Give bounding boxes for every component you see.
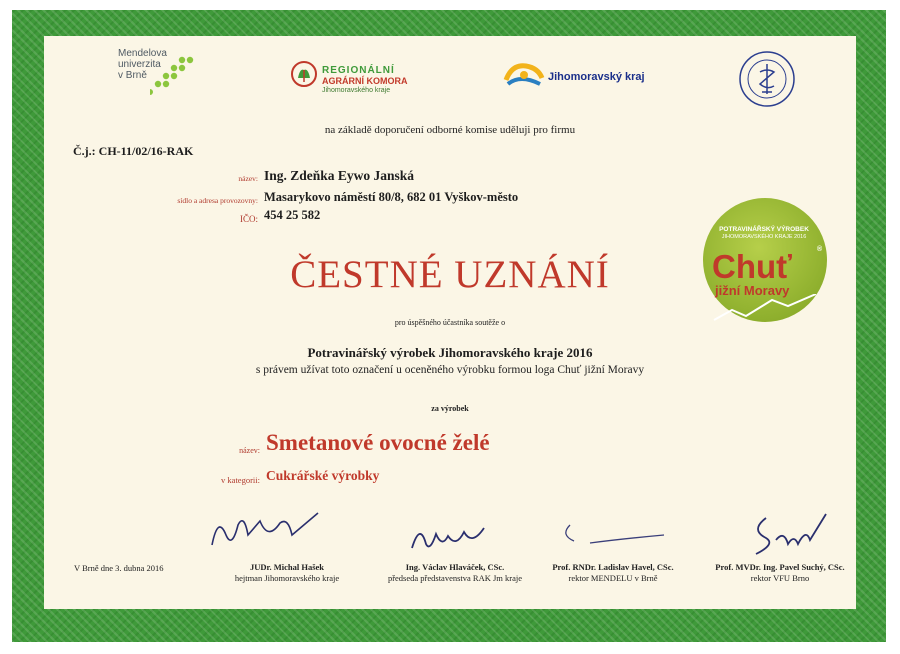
signatory-2 (375, 562, 535, 584)
product-name-label: název: (239, 446, 260, 455)
reference-number: Č.j.: CH-11/02/16-RAK (73, 144, 194, 158)
badge-swoosh-icon (712, 294, 822, 324)
competition-intro: pro úspěšného účastníka soutěže o (394, 318, 506, 327)
mendelu-line-3: v Brně (118, 70, 147, 81)
badge-main-text: Chuť (712, 248, 792, 285)
signatory-4-name: Prof. MVDr. Ing. Pavel Suchý, CSc. (715, 562, 845, 572)
signatory-4 (700, 562, 860, 584)
company-ico: 454 25 582 (264, 208, 321, 222)
product-name: Smetanové ovocné želé (266, 430, 490, 455)
rak-leaf-icon (290, 60, 318, 88)
signatory-3-role: rektor MENDELU v Brně (568, 573, 658, 583)
mendelu-line-1: Mendelova (118, 48, 167, 59)
badge-registered-mark: ® (817, 246, 823, 253)
signature-3-icon (560, 515, 670, 555)
badge-region-text: jižní Moravy (715, 283, 790, 298)
jm-kraj-label: Jihomoravský kraj (548, 71, 645, 83)
rak-region: Jihomoravského kraje (322, 87, 391, 94)
vfu-seal-icon (738, 50, 796, 108)
signature-1-icon (208, 505, 328, 555)
certificate-title: ČESTNÉ UZNÁNÍ (290, 253, 610, 296)
signatory-1-role: hejtman Jihomoravského kraje (234, 573, 340, 583)
mendelu-dots-icon (150, 56, 195, 96)
jm-kraj-logo-icon (502, 58, 546, 92)
product-intro: za výrobek (431, 404, 469, 413)
signature-4-icon (736, 510, 836, 560)
product-category-label: v kategorii: (221, 475, 260, 485)
signatory-2-role: předseda představenstva RAK Jm kraje (387, 573, 523, 583)
signatory-3-name: Prof. RNDr. Ladislav Havel, CSc. (552, 562, 674, 572)
badge-top-text: POTRAVINÁŘSKÝ VÝROBEK (719, 226, 809, 233)
signature-2-icon (408, 518, 488, 558)
company-name-label: název: (238, 174, 258, 183)
signatory-3 (538, 562, 688, 584)
competition-name: Potravinářský výrobek Jihomoravského kraje 2016 (307, 345, 593, 360)
signatory-1 (212, 562, 362, 584)
rak-title: REGIONÁLNÍ (322, 65, 395, 76)
intro-text: na základě doporučení odborné komise uděluji pro firmu (324, 124, 576, 136)
signatory-1-name: JUDr. Michal Hašek (249, 562, 325, 572)
mendelu-line-2: univerzita (118, 59, 161, 70)
company-address: Masarykovo náměstí 80/8, 682 01 Vyškov-město (264, 190, 519, 204)
signatory-4-role: rektor VFU Brno (750, 573, 810, 583)
company-ico-label: IČO: (240, 214, 258, 224)
company-name: Ing. Zdeňka Eywo Janská (264, 168, 415, 183)
place-date: V Brně dne 3. dubna 2016 (74, 563, 164, 573)
signatory-2-name: Ing. Václav Hlaváček, CSc. (405, 562, 505, 572)
rak-subtitle: AGRÁRNÍ KOMORA (322, 76, 408, 86)
product-category: Cukrářské výrobky (266, 468, 380, 483)
company-address-label: sídlo a adresa provozovny: (177, 196, 258, 205)
usage-rights: s právem užívat toto označení u oceněného výrobku formou loga Chuť jižní Moravy (255, 364, 645, 376)
badge-sub-text: JIHOMORAVSKÉHO KRAJE 2016 (721, 234, 807, 240)
